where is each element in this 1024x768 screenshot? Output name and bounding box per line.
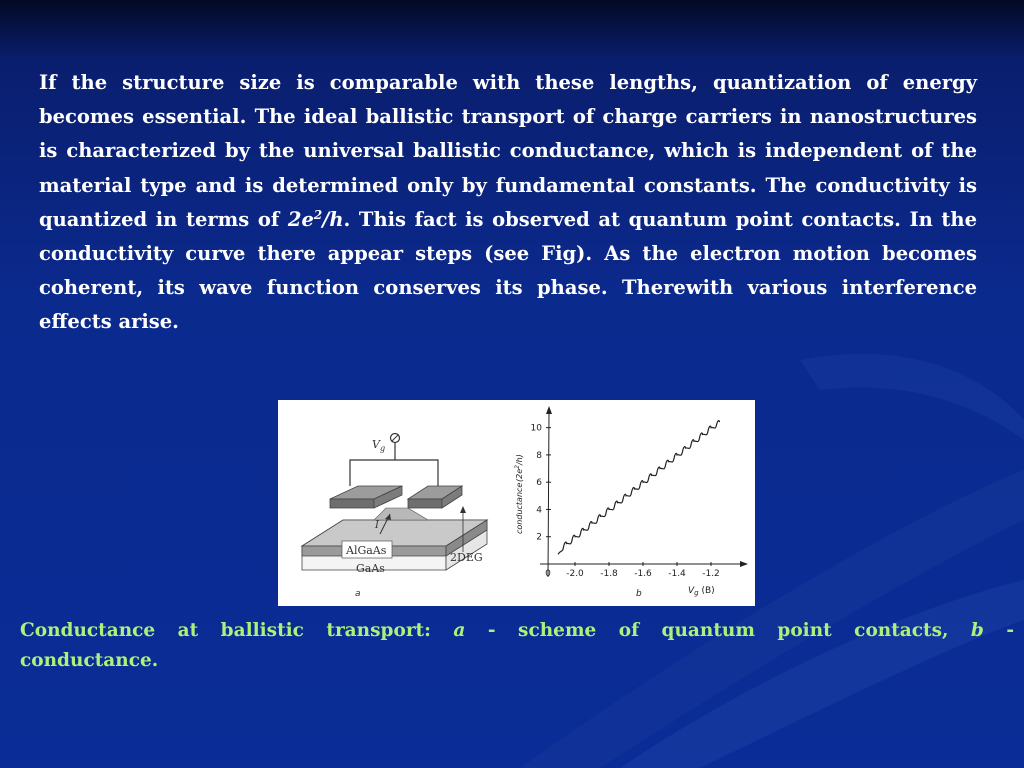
formula-base: 2e [287,207,314,231]
caption-text3: - [983,620,1014,641]
figure [278,400,755,606]
caption-label-b: b [970,620,984,641]
2deg-label: 2DEG [450,551,483,564]
panel-b-label: b [636,589,642,599]
y-axis-arrow [546,406,552,414]
scheme-panel [302,434,487,600]
conductance-curve [558,421,720,555]
current-label: I [375,520,379,531]
paragraph-part1: If the structure size is comparable with these lengths, quantization of energy becomes essential. The ideal ballistic transport of charge carriers in nanostructures is characterized by the universal ballistic conductance, which is independent of the material type and is determined only by fundamental constants. The conductivity is quantized in terms of [39,71,977,231]
caption-text2: - scheme of quantum point contacts, [465,620,971,641]
algaas-label: AlGaAs [346,544,387,557]
x-axis-arrow [740,561,748,567]
figure-caption [20,616,1014,646]
y-tick-label: 6 [536,478,542,489]
y-axis-unit: $(2e^2/h)$ [514,454,524,482]
x-tick-label: -2.0 [566,569,584,579]
formula-exponent: 2 [313,207,323,222]
y-tick-label: 4 [536,505,542,516]
y-tick-label: 10 [530,423,542,434]
x-tick-label: 0 [545,569,551,579]
y-tick-label: 2 [536,532,542,543]
body-paragraph [39,66,977,340]
gaas-label: GaAs [356,562,385,575]
y-axis-label: conductance [515,482,524,534]
conductance-chart [514,406,748,599]
panel-a-label: a [355,589,361,599]
y-axis [548,412,549,577]
x-tick-label: -1.4 [668,569,686,579]
paragraph-part2: . This fact is observed at quantum point contacts. In the conductivity curve there appear steps (see Fig). As the electron motion becomes coherent, its wave function conserves its phase. Therewith various interference effects arise. [39,207,977,334]
x-axis-label: $V_g$ (B) [688,586,715,597]
caption-line2: conductance. [20,650,159,671]
x-tick-label: -1.2 [702,569,720,579]
caption-text1: Conductance at ballistic transport: [20,620,454,641]
formula [288,208,344,231]
caption-label-a: a [453,620,466,641]
x-tick-label: -1.6 [634,569,652,579]
formula-tail: /h [322,207,344,231]
y-tick-label: 8 [536,450,542,461]
vg-label: $V_g$ [372,438,386,453]
x-tick-label: -1.8 [600,569,618,579]
